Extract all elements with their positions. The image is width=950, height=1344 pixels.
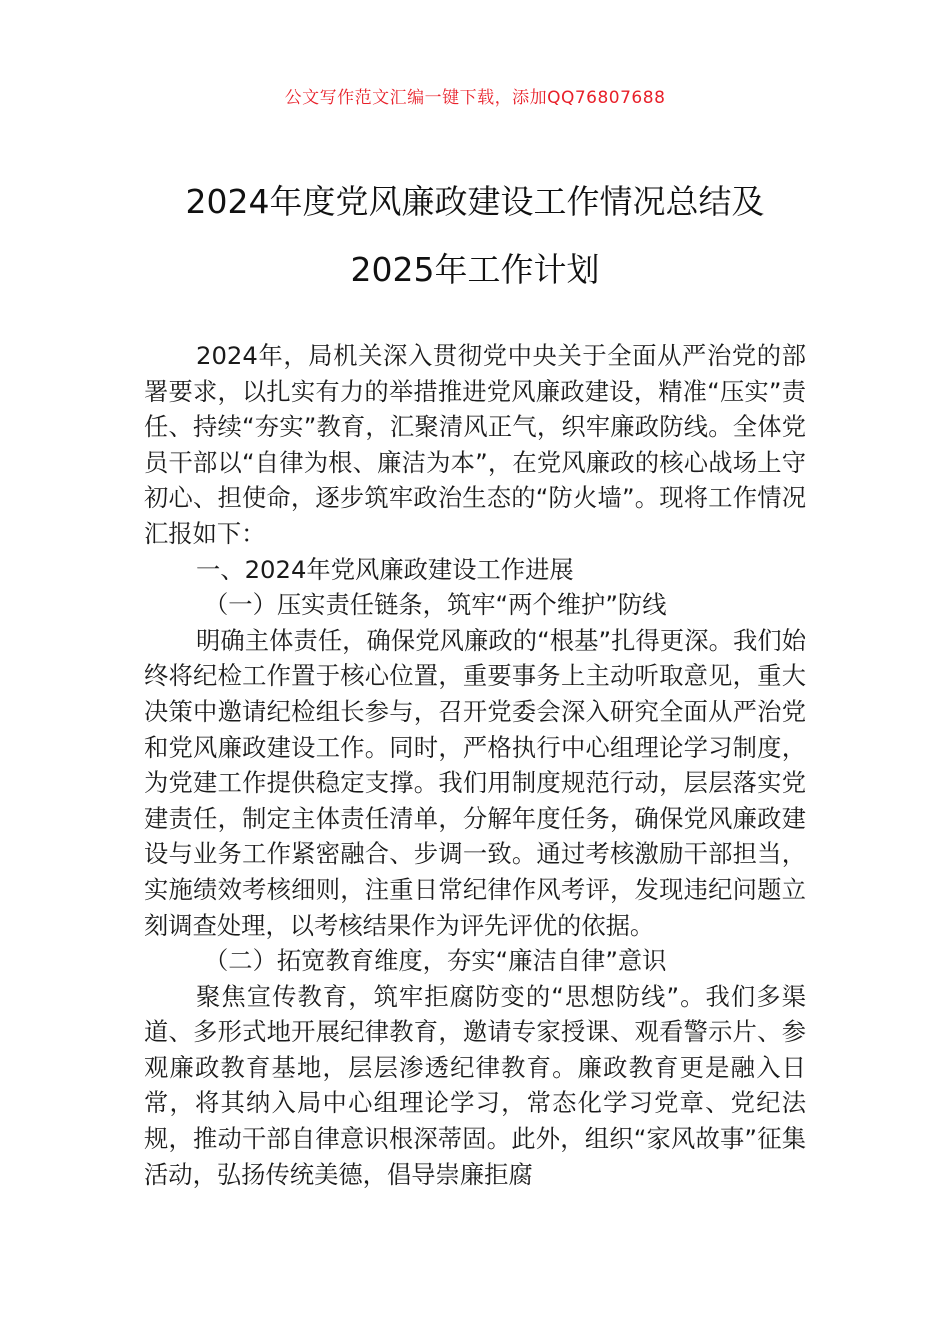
document-title-line-2: 2025年工作计划 bbox=[350, 250, 600, 289]
body-paragraph: 聚焦宣传教育，筑牢拒腐防变的“思想防线”。我们多渠道、多形式地开展纪律教育，邀请专家授课、观看警示片、参观廉政教育基地，层层渗透纪律教育。廉政教育更是融入日常，将其纳入局中心组理论学习，常态化学习党章、党纪法规，推动干部自律意识根深蒂固。此外，组织“家风故事”征集活动，弘扬传统美德，倡导崇廉拒腐 bbox=[144, 981, 806, 1189]
intro-paragraph: 2024年，局机关深入贯彻党中央关于全面从严治党的部署要求，以扎实有力的举措推进党风廉政建设，精准“压实”责任、持续“夯实”教育，汇聚清风正气，织牢廉政防线。全体党员干部以“自律为根、廉洁为本”，在党风廉政的核心战场上守初心、担使命，逐步筑牢政治生态的“防火墙”。现将工作情况汇报如下： bbox=[144, 341, 806, 548]
document-body bbox=[144, 338, 806, 1192]
document-title-line-1: 2024年度党风廉政建设工作情况总结及 bbox=[185, 182, 765, 221]
body-paragraph: 明确主体责任，确保党风廉政的“根基”扎得更深。我们始终将纪检工作置于核心位置，重要事务上主动听取意见，重大决策中邀请纪检组长参与，召开党委会深入研究全面从严治党和党风廉政建设工作。同时，严格执行中心组理论学习制度，为党建工作提供稳定支撑。我们用制度规范行动，层层落实党建责任，制定主体责任清单，分解年度任务，确保党风廉政建设与业务工作紧密融合、步调一致。通过考核激励干部担当，实施绩效考核细则，注重日常纪律作风考评，发现违纪问题立刻调查处理，以考核结果作为评先评优的依据。 bbox=[144, 625, 806, 940]
download-banner[interactable]: 公文写作范文汇编一键下载，添加QQ76807688 bbox=[284, 88, 666, 108]
section-heading-1: 一、2024年党风廉政建设工作进展 bbox=[196, 554, 574, 584]
subsection-heading-2: （二）拓宽教育维度，夯实“廉洁自律”意识 bbox=[204, 946, 667, 976]
subsection-heading-1: （一）压实责任链条，筑牢“两个维护”防线 bbox=[204, 590, 667, 620]
